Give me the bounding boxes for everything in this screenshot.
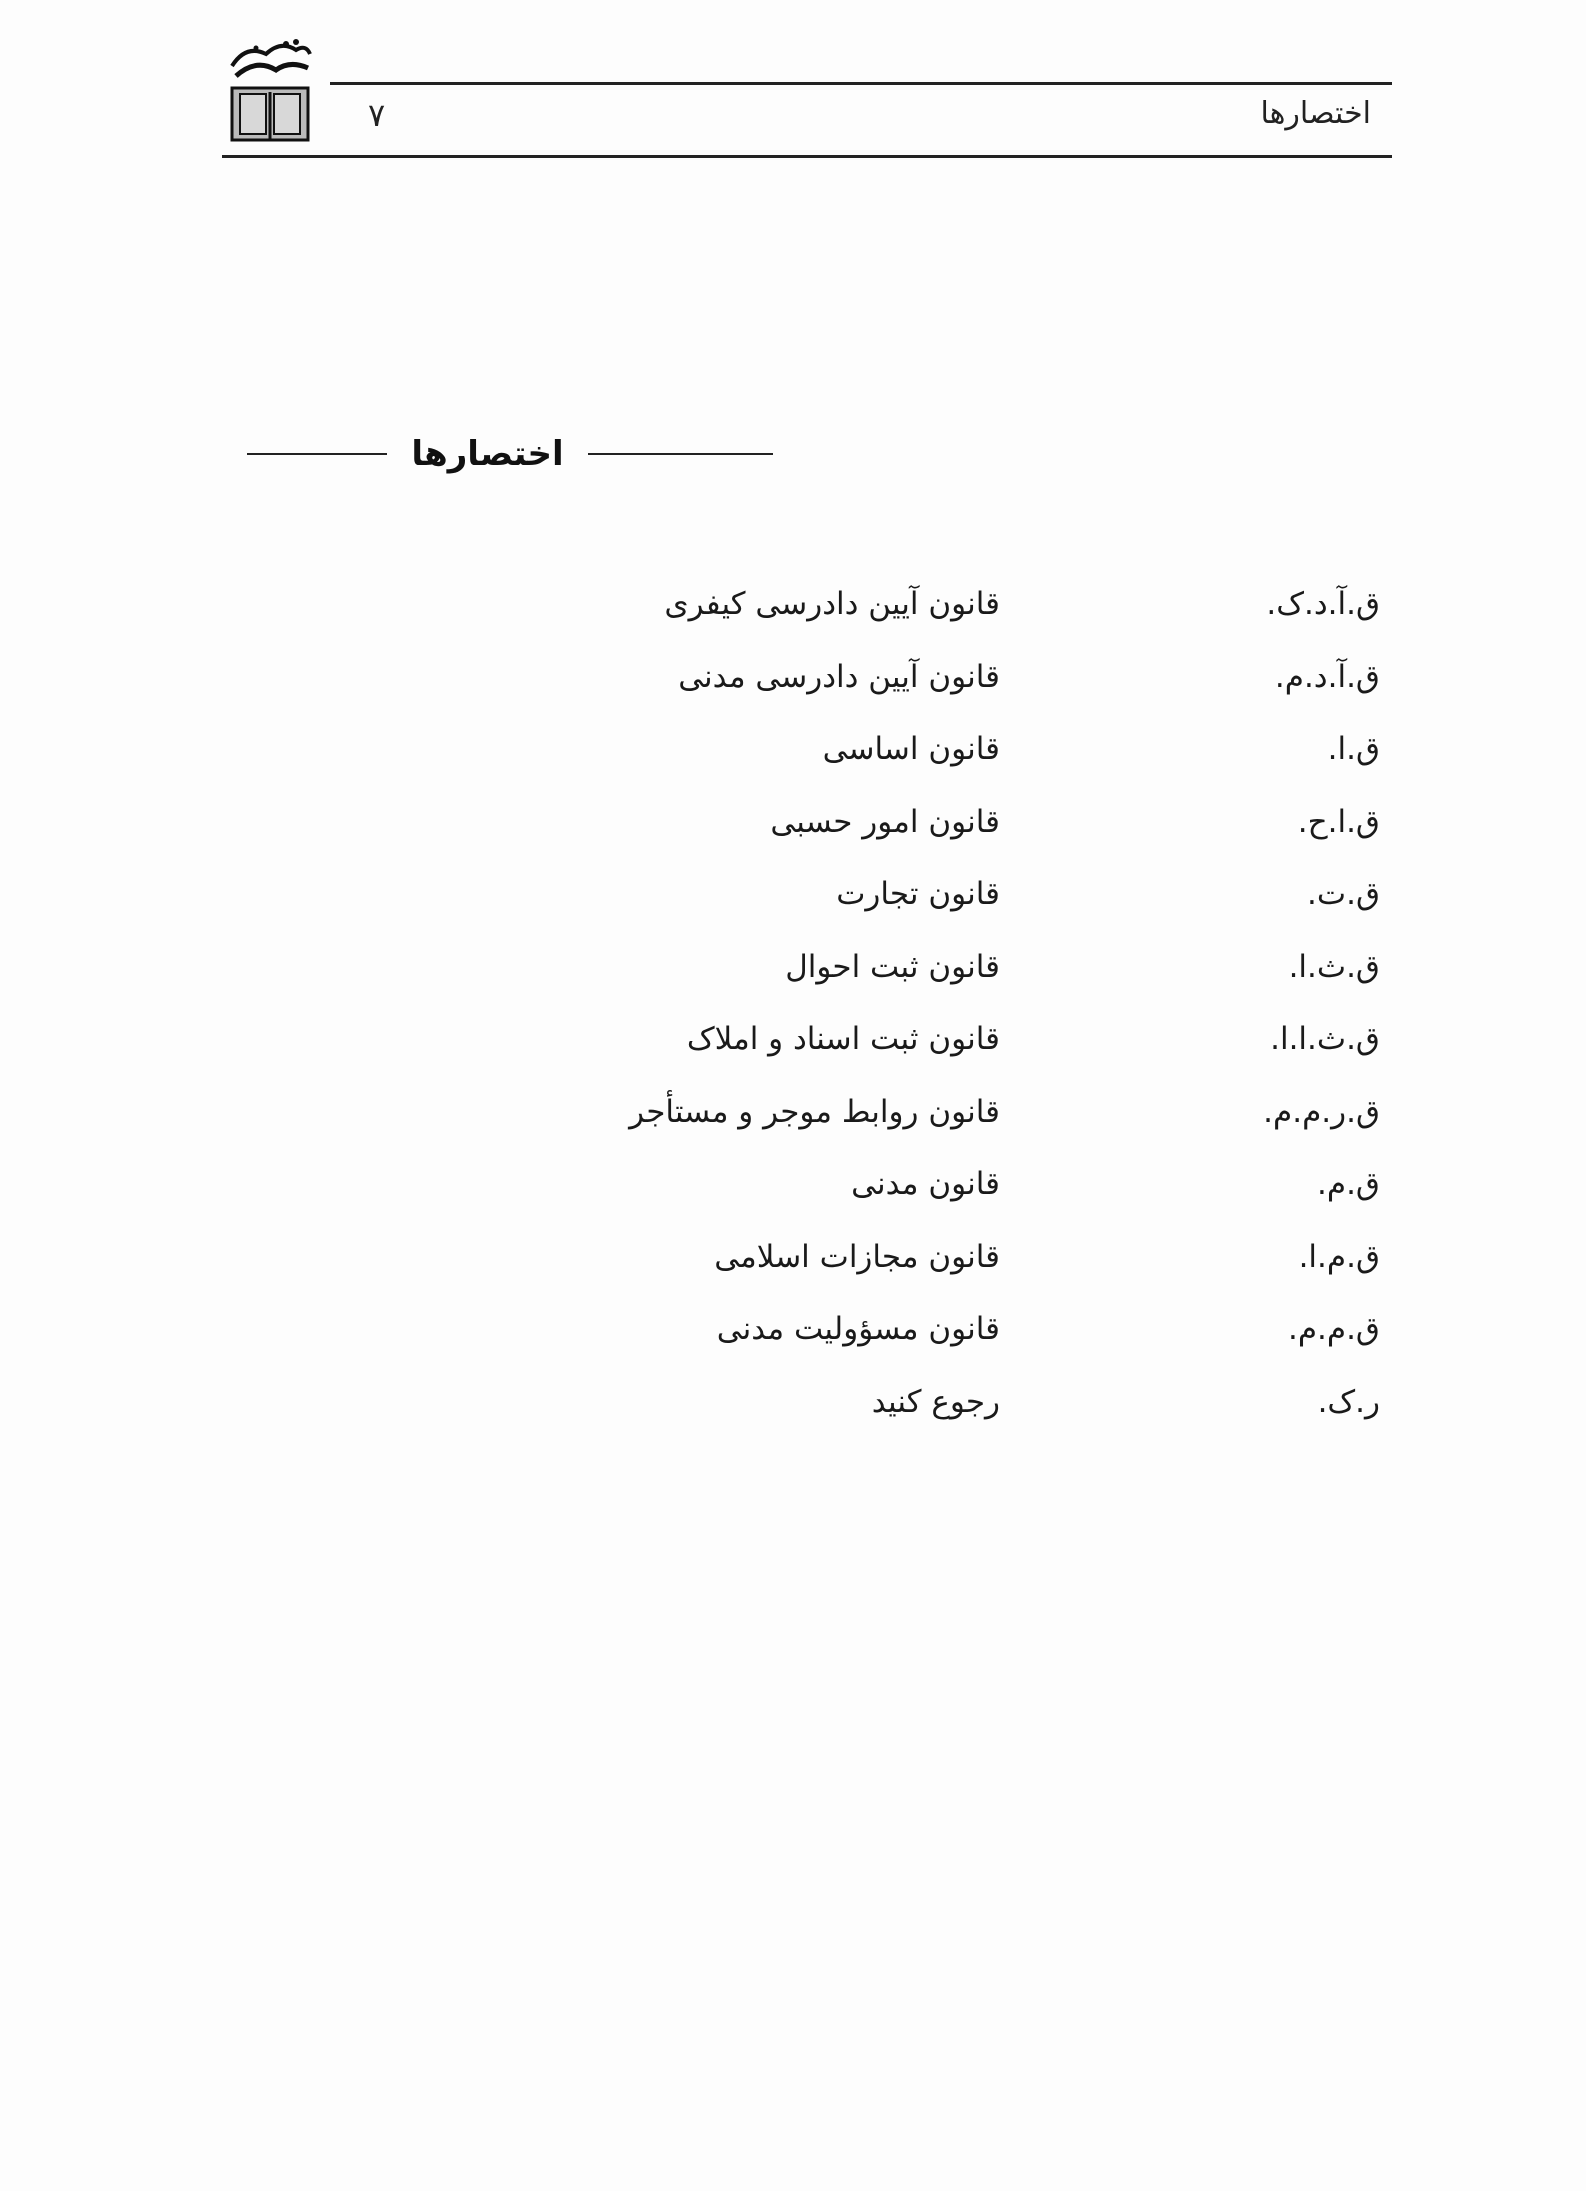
- abbreviation-code: ق.آ.د.ک.: [1266, 586, 1380, 623]
- section-title: اختصارها: [411, 434, 564, 474]
- abbreviation-code: ق.ث.ا.: [1288, 948, 1380, 985]
- list-item: [600, 641, 1380, 714]
- heading-dash-right: [588, 453, 773, 455]
- list-item: [600, 1221, 1380, 1294]
- abbreviation-code: ق.م.ا.: [1298, 1238, 1380, 1275]
- list-item: [600, 568, 1380, 641]
- abbreviation-code: ق.ا.: [1327, 731, 1380, 768]
- page-number: ۷: [368, 96, 386, 134]
- abbreviation-meaning: قانون مدنی: [851, 1166, 1000, 1203]
- section-heading: [235, 426, 785, 482]
- abbreviation-code: ق.م.: [1317, 1166, 1380, 1203]
- abbreviation-meaning: رجوع کنید: [871, 1383, 1000, 1420]
- list-item: [600, 1366, 1380, 1439]
- list-item: [600, 858, 1380, 931]
- abbreviation-meaning: قانون آیین دادرسی مدنی: [678, 658, 1000, 695]
- abbreviation-meaning: قانون تجارت: [836, 876, 1000, 913]
- heading-dash-left: [247, 453, 387, 455]
- abbreviation-meaning: قانون اساسی: [822, 731, 1000, 768]
- abbreviation-code: ق.آ.د.م.: [1274, 658, 1380, 695]
- abbreviation-meaning: قانون ثبت احوال: [785, 948, 1000, 985]
- header-bottom-rule: [222, 155, 1392, 158]
- abbreviation-code: ق.ر.م.م.: [1263, 1093, 1380, 1130]
- abbreviation-list: [600, 568, 1380, 1438]
- list-item: [600, 1076, 1380, 1149]
- abbreviation-code: ر.ک.: [1317, 1383, 1380, 1420]
- abbreviation-code: ق.م.م.: [1287, 1311, 1380, 1348]
- publisher-logo-icon: [226, 36, 314, 148]
- abbreviation-meaning: قانون مجازات اسلامی: [714, 1238, 1000, 1275]
- list-item: [600, 1148, 1380, 1221]
- list-item: [600, 1003, 1380, 1076]
- list-item: [600, 1293, 1380, 1366]
- abbreviation-meaning: قانون مسؤولیت مدنی: [716, 1311, 1000, 1348]
- abbreviation-code: ق.ت.: [1307, 876, 1380, 913]
- abbreviation-meaning: قانون امور حسبی: [770, 803, 1000, 840]
- abbreviation-meaning: قانون آیین دادرسی کیفری: [664, 586, 1000, 623]
- abbreviation-meaning: قانون ثبت اسناد و املاک: [686, 1021, 1000, 1058]
- abbreviation-code: ق.ا.ح.: [1297, 803, 1380, 840]
- list-item: [600, 931, 1380, 1004]
- list-item: [600, 713, 1380, 786]
- header-top-rule: [330, 82, 1392, 85]
- abbreviation-code: ق.ث.ا.ا.: [1270, 1021, 1380, 1058]
- running-title: اختصارها: [1260, 96, 1371, 131]
- abbreviation-meaning: قانون روابط موجر و مستأجر: [629, 1093, 1000, 1130]
- list-item: [600, 786, 1380, 859]
